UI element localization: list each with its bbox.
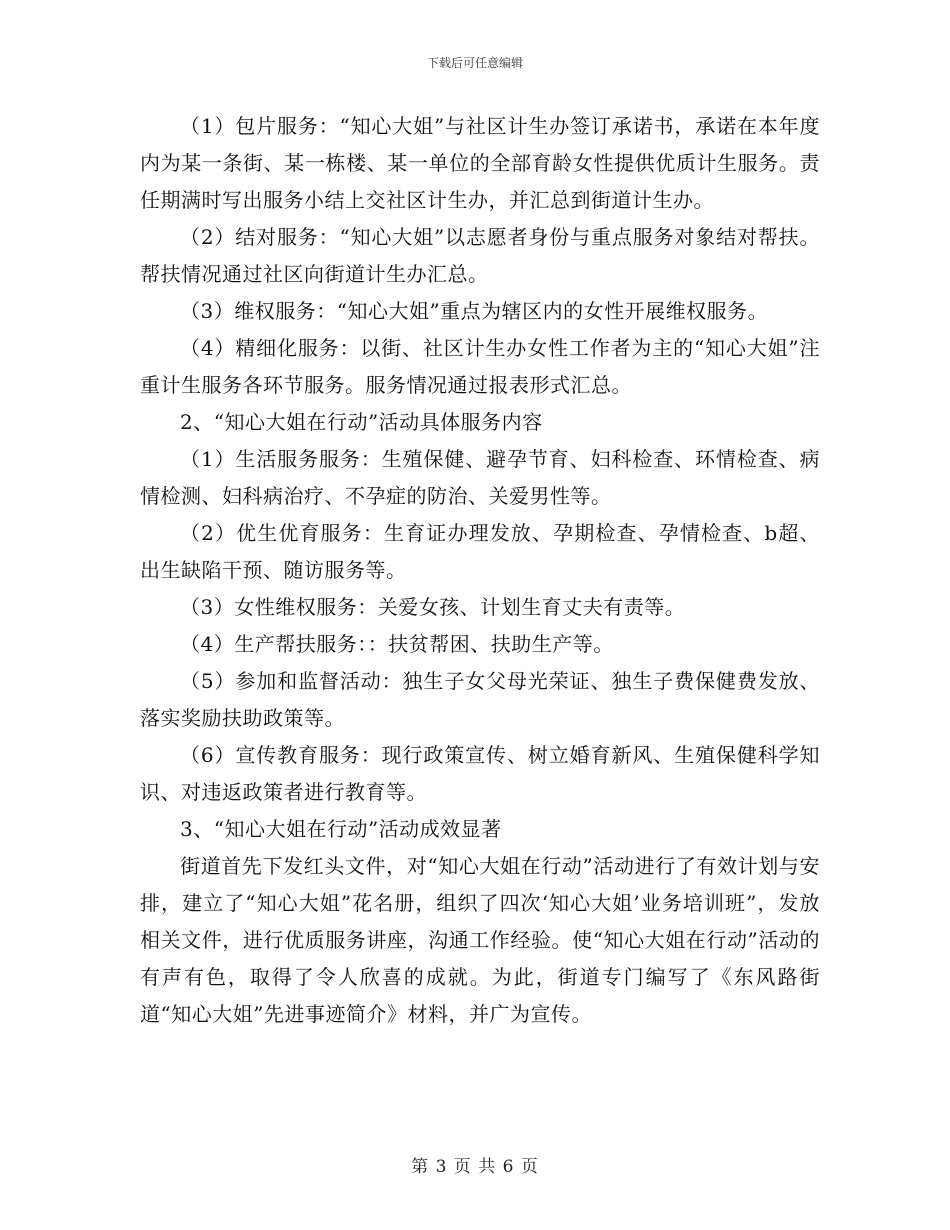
paragraph-rights-service: （3）维权服务：“知心大姐”重点为辖区内的女性开展维权服务。	[180, 299, 769, 323]
paragraph-production-aid-service: （4）生产帮扶服务：：扶贫帮困、扶助生产等。	[180, 632, 614, 656]
paragraph-results: 街道首先下发红头文件，对“知心大姐在行动”活动进行了有效计划与安排，建立了“知心大姐”花名册，组织了四次‘知心大姐’业务培训班”，发放相关文件，进行优质服务讲座，沟通工作经验。使“知心大姐在行动”活动的有声有色，取得了令人欣喜的成就。为此，街道专门编写了《东风路街道“知心大姐”先进事迹简介》材料，并广为宣传。	[140, 854, 820, 1026]
document-body	[140, 108, 820, 1033]
paragraph-participation-supervision: （5）参加和监督活动：独生子女父母光荣证、独生子费保健费发放、落实奖励扶助政策等。	[140, 669, 820, 730]
paragraph-eugenics-service: （2）优生优育服务：生育证办理发放、孕期检查、孕情检查、b超、出生缺陷干预、随访服务等。	[140, 521, 820, 582]
paragraph-pairing-service: （2）结对服务：“知心大姐”以志愿者身份与重点服务对象结对帮扶。帮扶情况通过社区向街道计生办汇总。	[140, 225, 820, 286]
paragraph-life-service: （1）生活服务服务：生殖保健、避孕节育、妇科检查、环情检查、病情检测、妇科病治疗、不孕症的防治、关爱男性等。	[140, 447, 820, 508]
paragraph-package-service: （1）包片服务：“知心大姐”与社区计生办签订承诺书，承诺在本年度内为某一条街、某一栋楼、某一单位的全部育龄女性提供优质计生服务。责任期满时写出服务小结上交社区计生办，并汇总到街道计生办。	[140, 114, 820, 212]
section-heading-3: 3、“知心大姐在行动”活动成效显著	[180, 817, 502, 841]
paragraph-refined-service: （4）精细化服务：以街、社区计生办女性工作者为主的“知心大姐”注重计生服务各环节服务。服务情况通过报表形式汇总。	[140, 336, 820, 397]
paragraph-education-service: （6）宣传教育服务：现行政策宣传、树立婚育新风、生殖保健科学知识、对违返政策者进行教育等。	[140, 743, 820, 804]
paragraph-women-rights-service: （3）女性维权服务：关爱女孩、计划生育丈夫有责等。	[180, 595, 686, 619]
section-heading-2: 2、“知心大姐在行动”活动具体服务内容	[180, 410, 543, 434]
page-footer: 第 3 页 共 6 页	[411, 1157, 539, 1177]
page-header: 下载后可任意编辑	[426, 56, 523, 70]
